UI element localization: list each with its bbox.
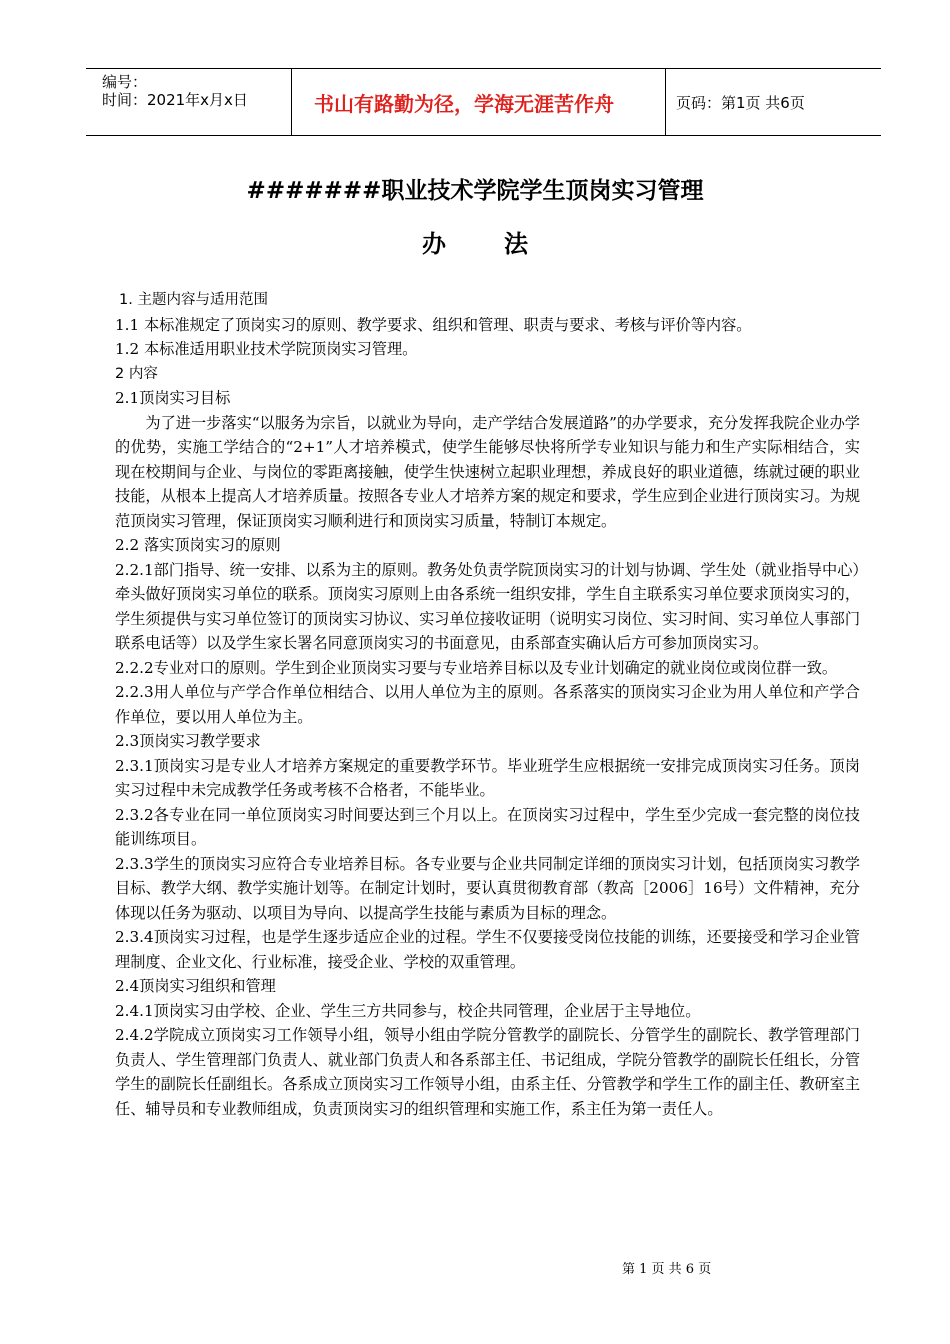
- paragraph: 2.2.1部门指导、统一安排、以系为主的原则。教务处负责学院顶岗实习的计划与协调、学生处（就业指导中心）牵头做好顶岗实习单位的联系。顶岗实习原则上由各系统一组织安排，学生自主联系实习单位要求顶岗实习的，学生须提供与实习单位签订的顶岗实习协议、实习单位接收证明（说明实习岗位、实习时间、实习单位人事部门联系电话等）以及学生家长署名同意顶岗实习的书面意见，由系部查实确认后方可参加顶岗实习。: [115, 560, 860, 652]
- section-heading-2: 2 内容: [115, 365, 158, 382]
- subsection-heading: 2.2 落实顶岗实习的原则: [115, 536, 281, 554]
- paragraph: 2.4.2学院成立顶岗实习工作领导小组，领导小组由学院分管教学的副院长、分管学生的副院长、教学管理部门负责人、学生管理部门负责人、就业部门负责人和各系部主任、书记组成，学院分管教学的副院长任组长，分管学生的副院长任副组长。各系成立顶岗实习工作领导小组，由系主任、分管教学和学生工作的副主任、教研室主任、辅导员和专业教师组成，负责顶岗实习的组织管理和实施工作，系主任为第一责任人。: [115, 1026, 860, 1118]
- document-number-label: 编号：: [102, 73, 148, 91]
- document-title-line2: 办法: [422, 230, 586, 258]
- paragraph: 2.3.1顶岗实习是专业人才培养方案规定的重要教学环节。毕业班学生应根据统一安排完成顶岗实习任务。顶岗实习过程中未完成教学任务或考核不合格者，不能毕业。: [115, 756, 860, 799]
- header-meta: [86, 69, 292, 135]
- paragraph: 2.2.3用人单位与产学合作单位相结合、以用人单位为主的原则。各系落实的顶岗实习企业为用人单位和产学合作单位，要以用人单位为主。: [115, 683, 860, 726]
- paragraph: 2.2.2专业对口的原则。学生到企业顶岗实习要与专业培养目标以及专业计划确定的就业岗位或岗位群一致。: [115, 658, 838, 677]
- document-title: #######职业技术学院学生顶岗实习管理: [246, 178, 704, 204]
- header-page-number: 页码：第1页 共6页: [676, 93, 805, 112]
- paragraph: 2.3.2各专业在同一单位顶岗实习时间要达到三个月以上。在顶岗实习过程中，学生至少完成一套完整的岗位技能训练项目。: [115, 805, 860, 848]
- subsection-heading: 2.1顶岗实习目标: [115, 389, 231, 407]
- paragraph: 2.3.3学生的顶岗实习应符合专业培养目标。各专业要与企业共同制定详细的顶岗实习计划，包括顶岗实习教学目标、教学大纲、教学实施计划等。在制定计划时，要认真贯彻教育部（教高［2006］16号）文件精神，充分体现以任务为驱动、以项目为导向、以提高学生技能与素质为目标的理念。: [115, 854, 860, 922]
- section-heading-1: 1. 主题内容与适用范围: [119, 292, 268, 308]
- paragraph: 为了进一步落实“以服务为宗旨，以就业为导向，走产学结合发展道路”的办学要求，充分发挥我院企业办学的优势，实施工学结合的“2+1”人才培养模式，使学生能够尽快将所学专业知识与能力和生产实际相结合，实现在校期间与企业、与岗位的零距离接触，使学生快速树立起职业理想，养成良好的职业道德，练就过硬的职业技能，从根本上提高人才培养质量。按照各专业人才培养方案的规定和要求，学生应到企业进行顶岗实习。为规范顶岗实习管理，保证顶岗实习顺利进行和顶岗实习质量，特制订本规定。: [115, 413, 860, 530]
- header-motto: 书山有路勤为径，学海无涯苦作舟: [292, 69, 666, 135]
- paragraph: 2.4.1顶岗实习由学校、企业、学生三方共同参与，校企共同管理，企业居于主导地位。: [115, 1001, 701, 1020]
- document-body: [115, 288, 860, 1121]
- document-time-label: 时间：2021年x月x日: [102, 91, 248, 109]
- subsection-heading: 2.3顶岗实习教学要求: [115, 732, 261, 750]
- page-header: [86, 68, 881, 136]
- paragraph: 1.2 本标准适用职业技术学院顶岗实习管理。: [115, 340, 418, 358]
- paragraph: 2.3.4顶岗实习过程，也是学生逐步适应企业的过程。学生不仅要接受岗位技能的训练，还要接受和学习企业管理制度、企业文化、行业标准，接受企业、学校的双重管理。: [115, 928, 860, 971]
- page-footer: 第 1 页 共 6 页: [622, 1262, 712, 1277]
- paragraph: 1.1 本标准规定了顶岗实习的原则、教学要求、组织和管理、职责与要求、考核与评价等内容。: [115, 315, 752, 334]
- subsection-heading: 2.4顶岗实习组织和管理: [115, 977, 276, 995]
